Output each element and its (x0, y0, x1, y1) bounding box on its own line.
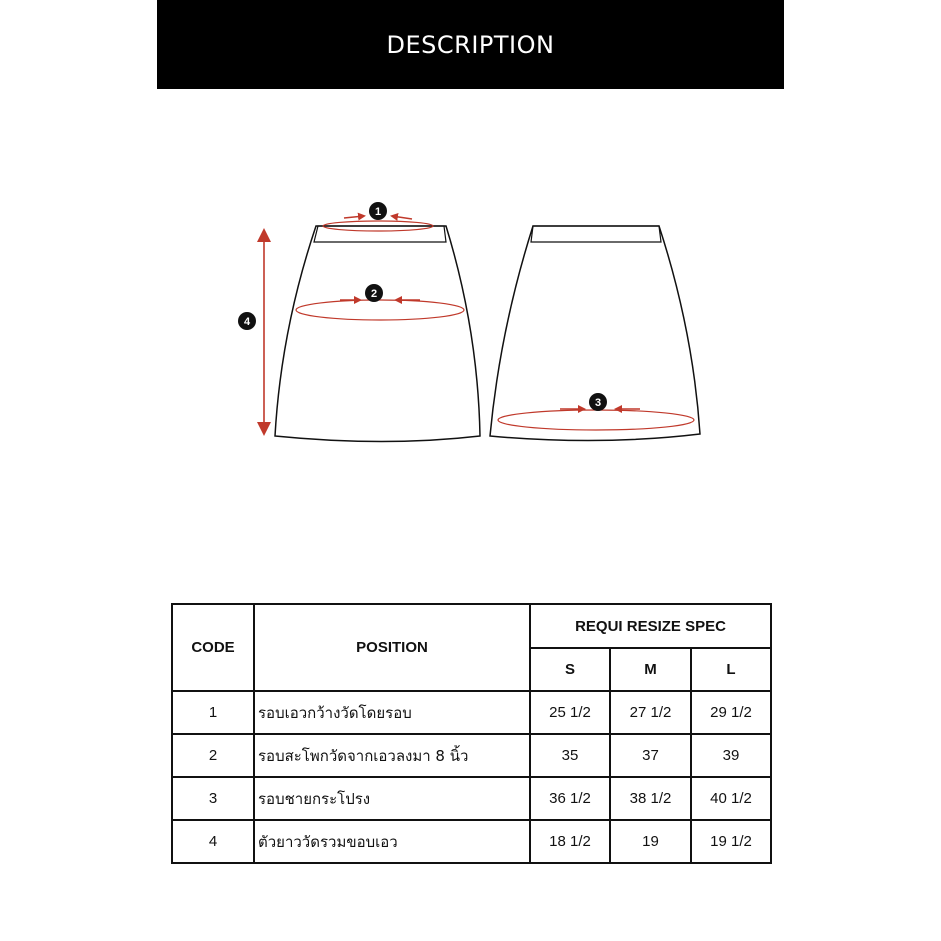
cell-size-s: 25 1/2 (530, 691, 610, 734)
cell-size-l: 19 1/2 (691, 820, 771, 863)
marker-3 (589, 393, 607, 411)
marker-2 (365, 284, 383, 302)
length-measurement (257, 228, 271, 436)
svg-text:2: 2 (370, 288, 378, 300)
size-spec-table (171, 603, 772, 864)
marker-1 (369, 202, 387, 220)
cell-size-m: 19 (610, 820, 691, 863)
cell-code: 4 (172, 820, 254, 863)
page-title: DESCRIPTION (386, 30, 555, 59)
table-row (172, 777, 771, 820)
table-row (172, 820, 771, 863)
svg-text:3: 3 (594, 397, 602, 409)
cell-position: รอบเอวกว้างวัดโดยรอบ (254, 691, 530, 734)
cell-position: รอบชายกระโปรง (254, 777, 530, 820)
cell-position: ตัวยาววัดรวมขอบเอว (254, 820, 530, 863)
cell-size-s: 36 1/2 (530, 777, 610, 820)
cell-position: รอบสะโพกวัดจากเอวลงมา 8 นิ้ว (254, 734, 530, 777)
header-spec: REQUI RESIZE SPEC (530, 604, 771, 648)
svg-text:1: 1 (374, 206, 382, 218)
cell-size-m: 37 (610, 734, 691, 777)
cell-size-s: 35 (530, 734, 610, 777)
table-row (172, 691, 771, 734)
marker-4 (238, 312, 256, 330)
cell-size-m: 38 1/2 (610, 777, 691, 820)
header-position: POSITION (254, 604, 530, 691)
cell-size-m: 27 1/2 (610, 691, 691, 734)
cell-code: 3 (172, 777, 254, 820)
cell-code: 2 (172, 734, 254, 777)
cell-size-l: 39 (691, 734, 771, 777)
header-code: CODE (172, 604, 254, 691)
cell-code: 1 (172, 691, 254, 734)
svg-text:4: 4 (243, 316, 251, 328)
cell-size-l: 40 1/2 (691, 777, 771, 820)
front-skirt-illustration (275, 226, 480, 442)
header-size-l: L (691, 648, 771, 691)
cell-size-s: 18 1/2 (530, 820, 610, 863)
header-size-m: M (610, 648, 691, 691)
table-row (172, 734, 771, 777)
cell-size-l: 29 1/2 (691, 691, 771, 734)
header-size-s: S (530, 648, 610, 691)
